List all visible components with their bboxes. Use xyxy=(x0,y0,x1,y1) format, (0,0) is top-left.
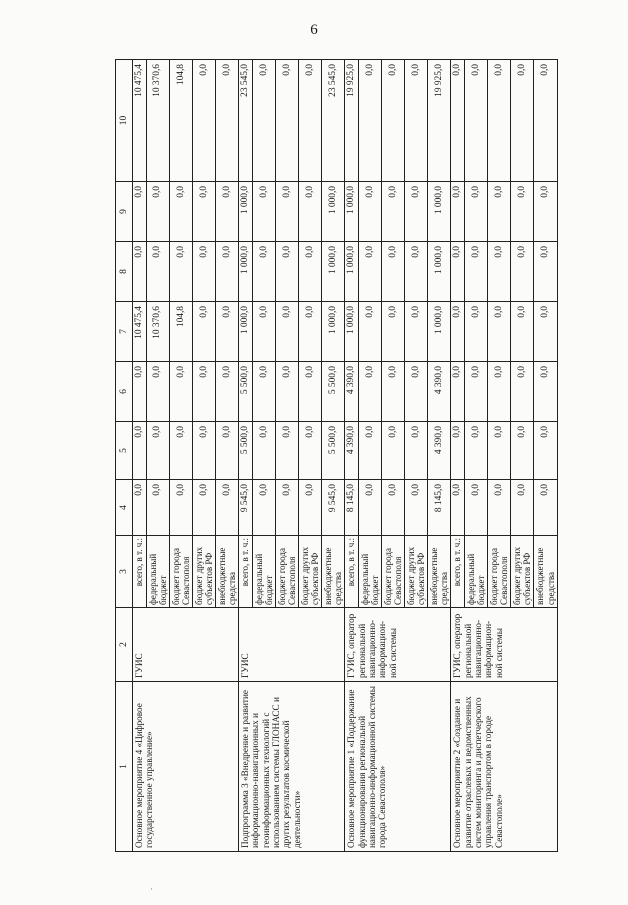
amount-cell: 0,0 xyxy=(488,242,511,302)
amount-cell: 0,0 xyxy=(534,362,557,422)
amount-cell: 0,0 xyxy=(216,480,239,536)
amount-cell: 0,0 xyxy=(451,302,465,362)
amount-cell: 0,0 xyxy=(534,242,557,302)
amount-cell: 0,0 xyxy=(192,182,215,242)
amount-cell: 0,0 xyxy=(146,422,169,480)
amount-cell: 0,0 xyxy=(465,362,488,422)
amount-cell: 0,0 xyxy=(192,302,215,362)
amount-cell: 0,0 xyxy=(216,302,239,362)
amount-cell: 1 000,0 xyxy=(428,302,451,362)
col-header: 6 xyxy=(116,362,133,422)
amount-cell: 4 390,0 xyxy=(345,422,359,480)
table-body xyxy=(133,60,558,852)
amount-cell: 0,0 xyxy=(451,60,465,182)
amount-cell: 0,0 xyxy=(382,242,405,302)
amount-cell: 0,0 xyxy=(252,362,275,422)
amount-cell: 0,0 xyxy=(451,422,465,480)
page-number: 6 xyxy=(310,22,318,38)
amount-cell: 0,0 xyxy=(146,182,169,242)
amount-cell: 0,0 xyxy=(405,302,428,362)
amount-cell: 0,0 xyxy=(382,302,405,362)
amount-cell: 1 000,0 xyxy=(239,182,253,242)
amount-cell: 0,0 xyxy=(146,362,169,422)
amount-cell: 0,0 xyxy=(511,422,534,480)
amount-cell: 0,0 xyxy=(146,242,169,302)
amount-cell: 10 475,4 xyxy=(133,302,147,362)
amount-cell: 0,0 xyxy=(169,422,192,480)
amount-cell: 10 370,6 xyxy=(146,302,169,362)
header-row xyxy=(116,60,133,852)
funding-source-label: внебюджетные средства xyxy=(428,536,451,608)
funding-source-label: бюджет других субъектов РФ xyxy=(299,536,322,608)
amount-cell: 1 000,0 xyxy=(428,242,451,302)
amount-cell: 0,0 xyxy=(382,60,405,182)
amount-cell: 0,0 xyxy=(451,242,465,302)
amount-cell: 0,0 xyxy=(511,480,534,536)
amount-cell: 1 000,0 xyxy=(345,242,359,302)
amount-cell: 0,0 xyxy=(133,480,147,536)
amount-cell: 1 000,0 xyxy=(239,302,253,362)
amount-cell: 0,0 xyxy=(252,480,275,536)
amount-cell: 0,0 xyxy=(192,242,215,302)
amount-cell: 0,0 xyxy=(511,242,534,302)
table-row xyxy=(133,60,147,852)
funding-source-label: внебюджетные средства xyxy=(322,536,345,608)
col-header: 1 xyxy=(116,682,133,852)
amount-cell: 4 390,0 xyxy=(428,422,451,480)
amount-cell: 0,0 xyxy=(192,422,215,480)
amount-cell: 0,0 xyxy=(216,182,239,242)
table-row xyxy=(451,60,465,852)
amount-cell: 0,0 xyxy=(382,422,405,480)
amount-cell: 0,0 xyxy=(133,182,147,242)
amount-cell: 104,8 xyxy=(169,302,192,362)
amount-cell: 0,0 xyxy=(299,480,322,536)
amount-cell: 0,0 xyxy=(488,302,511,362)
amount-cell: 10 475,4 xyxy=(133,60,147,182)
amount-cell: 0,0 xyxy=(252,302,275,362)
amount-cell: 0,0 xyxy=(275,302,298,362)
amount-cell: 0,0 xyxy=(465,242,488,302)
amount-cell: 0,0 xyxy=(451,362,465,422)
responsible-executor: ГУИС xyxy=(239,608,345,682)
amount-cell: 0,0 xyxy=(252,182,275,242)
amount-cell: 0,0 xyxy=(534,422,557,480)
amount-cell: 5 500,0 xyxy=(322,422,345,480)
amount-cell: 0,0 xyxy=(216,60,239,182)
amount-cell: 0,0 xyxy=(451,182,465,242)
amount-cell: 0,0 xyxy=(275,242,298,302)
amount-cell: 0,0 xyxy=(534,60,557,182)
amount-cell: 1 000,0 xyxy=(322,302,345,362)
col-header: 5 xyxy=(116,422,133,480)
amount-cell: 0,0 xyxy=(192,480,215,536)
amount-cell: 0,0 xyxy=(299,182,322,242)
amount-cell: 0,0 xyxy=(488,422,511,480)
amount-cell: 1 000,0 xyxy=(239,242,253,302)
amount-cell: 0,0 xyxy=(405,480,428,536)
funding-source-label: внебюджетные средства xyxy=(216,536,239,608)
amount-cell: 0,0 xyxy=(405,60,428,182)
funding-source-label: федеральный бюджет xyxy=(146,536,169,608)
amount-cell: 1 000,0 xyxy=(428,182,451,242)
program-name: Основное мероприятие 2 «Создание и развитие отраслевых и ведомственных систем мониторинга и диспетчерского управления транспортом в городе Севастополе» xyxy=(451,682,557,852)
col-header: 8 xyxy=(116,242,133,302)
amount-cell: 0,0 xyxy=(299,362,322,422)
amount-cell: 1 000,0 xyxy=(345,182,359,242)
amount-cell: 9 545,0 xyxy=(239,480,253,536)
amount-cell: 0,0 xyxy=(511,60,534,182)
amount-cell: 0,0 xyxy=(275,60,298,182)
col-header: 3 xyxy=(116,536,133,608)
amount-cell: 0,0 xyxy=(252,60,275,182)
amount-cell: 19 925,0 xyxy=(345,60,359,182)
amount-cell: 8 145,0 xyxy=(428,480,451,536)
amount-cell: 0,0 xyxy=(275,182,298,242)
amount-cell: 0,0 xyxy=(382,182,405,242)
amount-cell: 0,0 xyxy=(299,422,322,480)
responsible-executor: ГУИС xyxy=(133,608,239,682)
funding-source-label: бюджет города Севастополя xyxy=(382,536,405,608)
amount-cell: 0,0 xyxy=(358,362,381,422)
responsible-executor: ГУИС, оператор региональной навигационно-информацион-ной системы xyxy=(451,608,557,682)
amount-cell: 5 500,0 xyxy=(239,422,253,480)
amount-cell: 0,0 xyxy=(275,362,298,422)
amount-cell: 0,0 xyxy=(275,422,298,480)
amount-cell: 0,0 xyxy=(358,242,381,302)
amount-cell: 0,0 xyxy=(169,182,192,242)
funding-source-label: бюджет других субъектов РФ xyxy=(192,536,215,608)
amount-cell: 23 545,0 xyxy=(322,60,345,182)
col-header: 10 xyxy=(116,60,133,182)
amount-cell: 0,0 xyxy=(133,362,147,422)
funding-source-label: бюджет города Севастополя xyxy=(169,536,192,608)
amount-cell: 1 000,0 xyxy=(322,182,345,242)
amount-cell: 0,0 xyxy=(358,422,381,480)
amount-cell: 0,0 xyxy=(169,480,192,536)
scan-mark: · xyxy=(150,884,153,894)
amount-cell: 0,0 xyxy=(534,182,557,242)
col-header: 4 xyxy=(116,480,133,536)
amount-cell: 1 000,0 xyxy=(322,242,345,302)
amount-cell: 0,0 xyxy=(465,422,488,480)
table-rotator xyxy=(115,60,607,852)
amount-cell: 1 000,0 xyxy=(345,302,359,362)
amount-cell: 0,0 xyxy=(465,182,488,242)
amount-cell: 0,0 xyxy=(488,182,511,242)
amount-cell: 0,0 xyxy=(534,302,557,362)
program-name: Основное мероприятие 1 «Поддержание функционирования региональной навигационно-информационной системы города Севастополя» xyxy=(345,682,451,852)
funding-source-label: бюджет города Севастополя xyxy=(275,536,298,608)
funding-source-label: всего, в т. ч.: xyxy=(239,536,253,608)
col-header: 7 xyxy=(116,302,133,362)
amount-cell: 0,0 xyxy=(358,302,381,362)
amount-cell: 0,0 xyxy=(133,422,147,480)
table-row xyxy=(239,60,253,852)
amount-cell: 0,0 xyxy=(133,242,147,302)
funding-source-label: бюджет города Севастополя xyxy=(488,536,511,608)
amount-cell: 0,0 xyxy=(299,60,322,182)
funding-source-label: всего, в т. ч.: xyxy=(133,536,147,608)
program-name: Подпрограмма 3 «Внедрение и развитие информационно-навигационных и геоинформационных технологий с использованием системы ГЛОНАСС и других результатов космической деятельности» xyxy=(239,682,345,852)
amount-cell: 4 390,0 xyxy=(428,362,451,422)
amount-cell: 5 500,0 xyxy=(322,362,345,422)
amount-cell: 0,0 xyxy=(169,362,192,422)
amount-cell: 0,0 xyxy=(488,480,511,536)
amount-cell: 19 925,0 xyxy=(428,60,451,182)
amount-cell: 0,0 xyxy=(451,480,465,536)
amount-cell: 0,0 xyxy=(192,362,215,422)
col-header: 2 xyxy=(116,608,133,682)
amount-cell: 9 545,0 xyxy=(322,480,345,536)
funding-source-label: внебюджетные средства xyxy=(534,536,557,608)
amount-cell: 0,0 xyxy=(216,422,239,480)
amount-cell: 0,0 xyxy=(299,302,322,362)
funding-source-label: всего, в т. ч.: xyxy=(451,536,465,608)
amount-cell: 0,0 xyxy=(358,182,381,242)
amount-cell: 0,0 xyxy=(382,362,405,422)
amount-cell: 0,0 xyxy=(465,480,488,536)
budget-table xyxy=(115,59,558,852)
amount-cell: 0,0 xyxy=(465,60,488,182)
amount-cell: 0,0 xyxy=(358,480,381,536)
amount-cell: 0,0 xyxy=(275,480,298,536)
amount-cell: 104,8 xyxy=(169,60,192,182)
amount-cell: 0,0 xyxy=(358,60,381,182)
amount-cell: 23 545,0 xyxy=(239,60,253,182)
table-row xyxy=(345,60,359,852)
amount-cell: 0,0 xyxy=(299,242,322,302)
amount-cell: 0,0 xyxy=(405,362,428,422)
amount-cell: 0,0 xyxy=(382,480,405,536)
funding-source-label: федеральный бюджет xyxy=(358,536,381,608)
amount-cell: 4 390,0 xyxy=(345,362,359,422)
amount-cell: 0,0 xyxy=(511,182,534,242)
rotated-table-container xyxy=(115,60,607,852)
amount-cell: 0,0 xyxy=(169,242,192,302)
amount-cell: 0,0 xyxy=(488,60,511,182)
amount-cell: 0,0 xyxy=(146,480,169,536)
amount-cell: 10 370,6 xyxy=(146,60,169,182)
amount-cell: 0,0 xyxy=(216,362,239,422)
funding-source-label: бюджет других субъектов РФ xyxy=(511,536,534,608)
amount-cell: 0,0 xyxy=(216,242,239,302)
amount-cell: 0,0 xyxy=(252,422,275,480)
amount-cell: 0,0 xyxy=(252,242,275,302)
funding-source-label: бюджет других субъектов РФ xyxy=(405,536,428,608)
funding-source-label: федеральный бюджет xyxy=(465,536,488,608)
amount-cell: 0,0 xyxy=(488,362,511,422)
responsible-executor: ГУИС, оператор региональной навигационно-информацион-ной системы xyxy=(345,608,451,682)
amount-cell: 0,0 xyxy=(405,422,428,480)
amount-cell: 0,0 xyxy=(465,302,488,362)
amount-cell: 0,0 xyxy=(405,182,428,242)
amount-cell: 5 500,0 xyxy=(239,362,253,422)
amount-cell: 0,0 xyxy=(405,242,428,302)
amount-cell: 0,0 xyxy=(534,480,557,536)
funding-source-label: федеральный бюджет xyxy=(252,536,275,608)
amount-cell: 0,0 xyxy=(511,362,534,422)
amount-cell: 8 145,0 xyxy=(345,480,359,536)
amount-cell: 0,0 xyxy=(511,302,534,362)
program-name: Основное мероприятие 4 «Цифровое государственное управление» xyxy=(133,682,239,852)
col-header: 9 xyxy=(116,182,133,242)
amount-cell: 0,0 xyxy=(192,60,215,182)
funding-source-label: всего, в т. ч.: xyxy=(345,536,359,608)
